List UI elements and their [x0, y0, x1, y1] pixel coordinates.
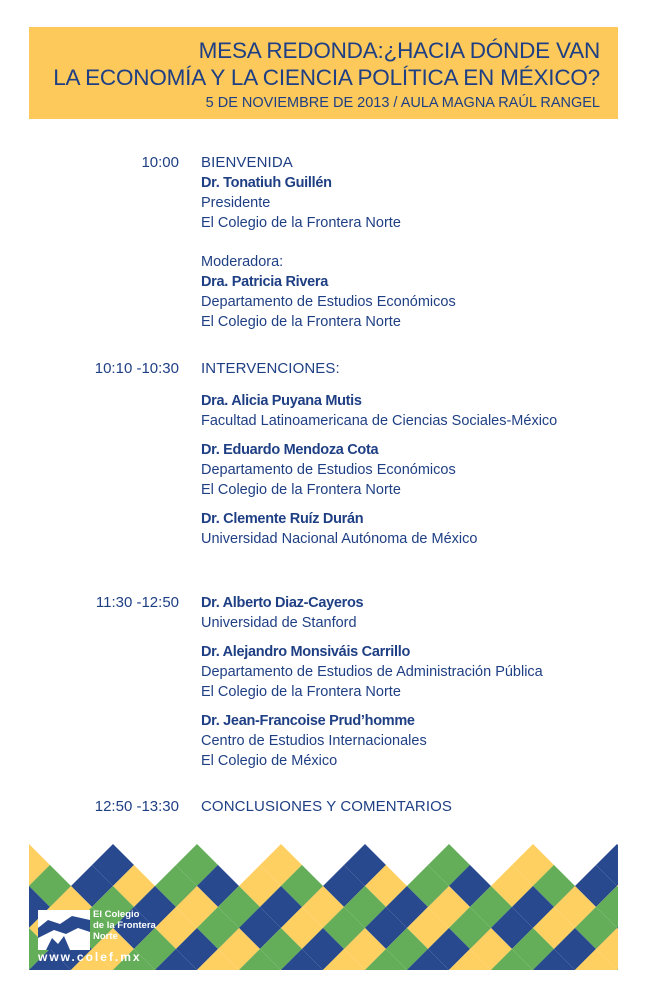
speaker-org: El Colegio de la Frontera Norte: [201, 482, 401, 498]
section-heading-closing: CONCLUSIONES Y COMENTARIOS: [201, 798, 452, 815]
speaker-name: Dr. Jean-Francoise Prud’homme: [201, 713, 415, 729]
speaker-org: El Colegio de la Frontera Norte: [201, 684, 401, 700]
speaker-org: El Colegio de México: [201, 753, 338, 769]
speaker-name: Dr. Clemente Ruíz Durán: [201, 511, 364, 527]
event-title-line1: MESA REDONDA:¿HACIA DÓNDE VAN: [198, 38, 600, 63]
logo-wordmark: [93, 909, 156, 942]
speaker-org: Universidad de Stanford: [201, 615, 357, 631]
speaker-name: Dra. Alicia Puyana Mutis: [201, 393, 362, 409]
header-banner: [29, 27, 618, 119]
speaker-name: Dr. Alejandro Monsiváis Carrillo: [201, 644, 411, 660]
event-date-venue: 5 DE NOVIEMBRE DE 2013 / AULA MAGNA RAÚL RANGEL: [205, 95, 600, 111]
speaker-dept: Departamento de Estudios de Administración Pública: [201, 664, 543, 680]
speaker-name: Dr. Tonatiuh Guillén: [201, 175, 332, 191]
speaker-role: Presidente: [201, 195, 271, 211]
website-url: www.colef.mx: [38, 950, 142, 964]
speaker-name: Dr. Alberto Diaz-Cayeros: [201, 595, 364, 611]
time-session-1: 10:10 -10:30: [94, 360, 179, 377]
speaker-name: Dr. Eduardo Mendoza Cota: [201, 442, 379, 458]
moderator-org: El Colegio de la Frontera Norte: [201, 314, 401, 330]
time-closing: 12:50 -13:30: [94, 798, 179, 815]
moderator-dept: Departamento de Estudios Económicos: [201, 294, 456, 310]
speaker-dept: Centro de Estudios Internacionales: [201, 733, 427, 749]
section-heading-interventions: INTERVENCIONES:: [201, 360, 340, 377]
logo-line3: Norte: [93, 931, 118, 942]
event-title-line2: LA ECONOMÍA Y LA CIENCIA POLÍTICA EN MÉXICO?: [53, 65, 600, 90]
colef-logo-icon: [38, 910, 90, 950]
logo-line1: El Colegio: [93, 909, 140, 920]
time-welcome: 10:00: [141, 154, 179, 171]
logo-line2: de la Frontera: [93, 920, 156, 931]
moderator-name: Dra. Patricia Rivera: [201, 274, 328, 290]
time-session-2: 11:30 -12:50: [95, 594, 179, 611]
speaker-dept: Departamento de Estudios Económicos: [201, 462, 456, 478]
moderator-label: Moderadora:: [201, 254, 284, 270]
speaker-org: Facultad Latinoamericana de Ciencias Sociales-México: [201, 413, 558, 429]
speaker-org: Universidad Nacional Autónoma de México: [201, 531, 478, 547]
section-heading-welcome: BIENVENIDA: [201, 154, 293, 171]
speaker-org: El Colegio de la Frontera Norte: [201, 215, 401, 231]
